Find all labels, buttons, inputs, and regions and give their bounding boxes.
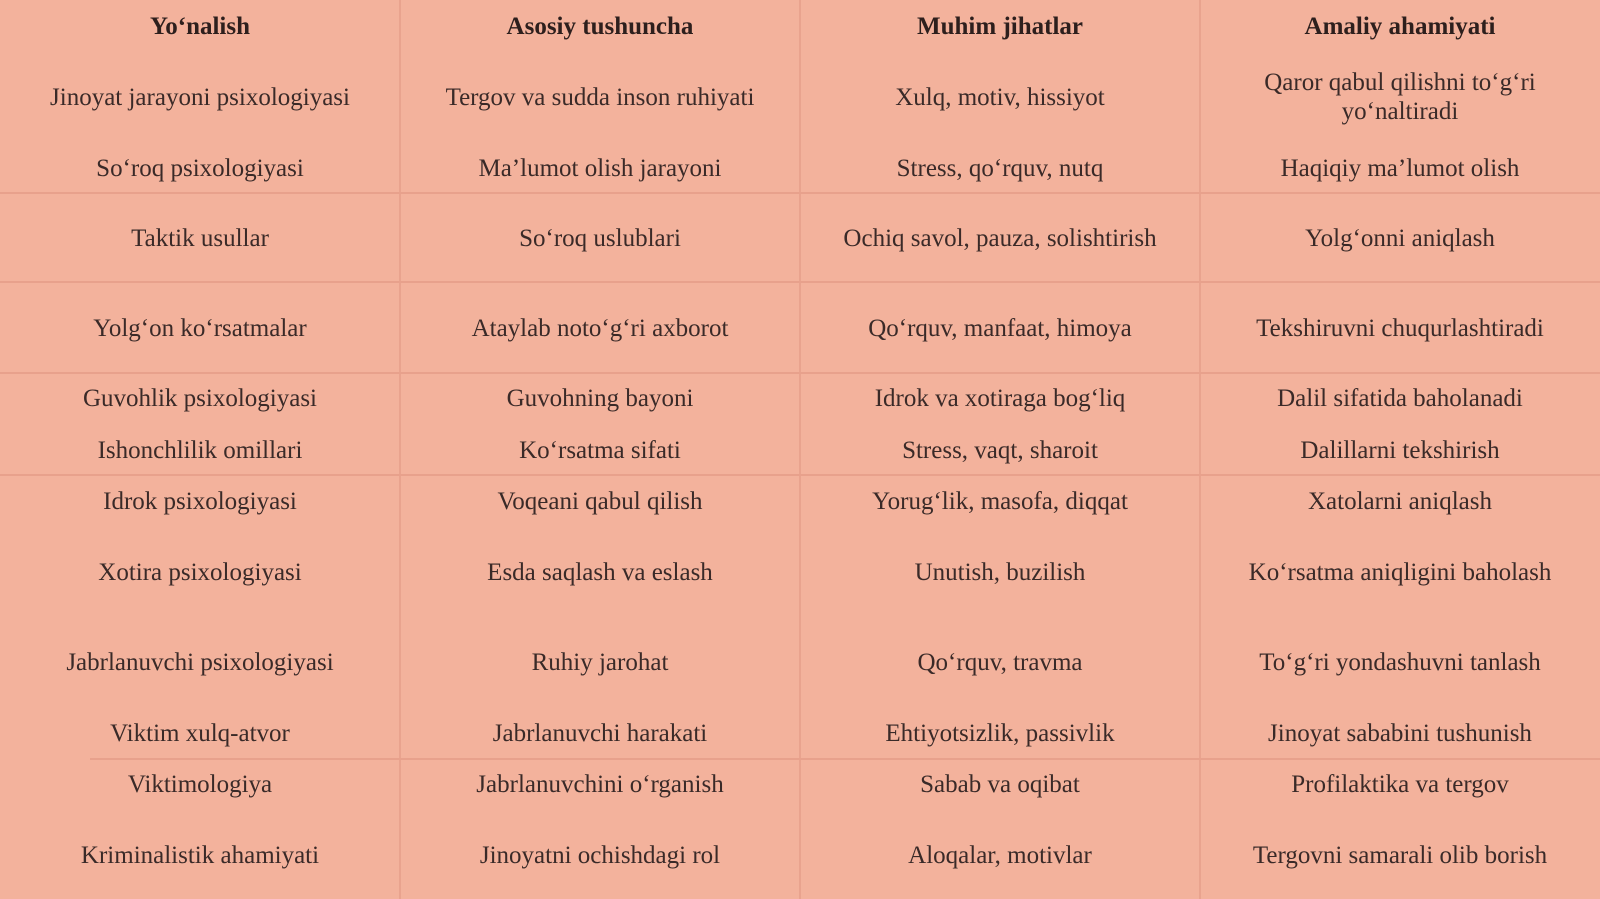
row-divider	[0, 192, 1600, 194]
table-cell: Aloqalar, motivlar	[908, 841, 1092, 869]
table-cell: Qo‘rquv, travma	[917, 648, 1083, 676]
table-cell: Guvohlik psixologiyasi	[82, 384, 318, 412]
table-cell: Ehtiyotsizlik, passivlik	[885, 719, 1115, 747]
table-cell: Idrok va xotiraga bog‘liq	[874, 384, 1126, 412]
table-cell: Kriminalistik ahamiyati	[80, 841, 320, 869]
table-cell: Xulq, motiv, hissiyot	[895, 83, 1105, 111]
table-cell: Esda saqlash va eslash	[487, 558, 713, 586]
table-cell: Jabrlanuvchini o‘rganish	[476, 770, 724, 798]
table-cell: Profilaktika va tergov	[1291, 770, 1509, 798]
table-cell: Yolg‘onni aniqlash	[1305, 224, 1495, 252]
table-cell: Viktim xulq-atvor	[110, 719, 290, 747]
table-cell: Ochiq savol, pauza, solishtirish	[843, 224, 1157, 252]
table-cell: Idrok psixologiyasi	[103, 487, 297, 515]
table-cell: Tekshiruvni chuqurlashtiradi	[1256, 314, 1544, 342]
table-cell: Stress, vaqt, sharoit	[902, 436, 1098, 464]
table-cell: Ruhiy jarohat	[531, 648, 669, 676]
table-cell: Ma’lumot olish jarayoni	[478, 154, 722, 182]
table-cell: Yorug‘lik, masofa, diqqat	[872, 487, 1128, 515]
table-cell: Jinoyatni ochishdagi rol	[479, 841, 721, 869]
row-divider	[0, 474, 1600, 476]
table-cell: Qo‘rquv, manfaat, himoya	[868, 314, 1132, 342]
table-cell: Jabrlanuvchi harakati	[492, 719, 708, 747]
table-cell: Ishonchlilik omillari	[97, 436, 303, 464]
table-cell: Ataylab noto‘g‘ri axborot	[471, 314, 729, 342]
column-header: Yo‘nalish	[149, 13, 251, 40]
table-cell: Viktimologiya	[127, 770, 273, 798]
column-header: Asosiy tushuncha	[506, 13, 694, 40]
table-cell: Stress, qo‘rquv, nutq	[896, 154, 1104, 182]
table-cell: Guvohning bayoni	[506, 384, 694, 412]
table-cell: Ko‘rsatma aniqligini baholash	[1248, 558, 1552, 586]
table-cell: Qaror qabul qilishni to‘g‘ri yo‘naltiradi	[1264, 69, 1536, 125]
table-cell: Tergovni samarali olib borish	[1252, 841, 1548, 869]
table-cell: Taktik usullar	[131, 224, 269, 252]
table-cell: To‘g‘ri yondashuvni tanlash	[1259, 648, 1541, 676]
table-cell: Dalillarni tekshirish	[1300, 436, 1500, 464]
row-divider	[90, 758, 1600, 760]
row-divider	[0, 372, 1600, 374]
table-cell: Xotira psixologiyasi	[98, 558, 302, 586]
column-header: Muhim jihatlar	[917, 13, 1083, 40]
table-cell: Unutish, buzilish	[914, 558, 1086, 586]
table-cell: So‘roq uslublari	[519, 224, 681, 252]
table-cell: Jinoyat sababini tushunish	[1268, 719, 1532, 747]
table-cell: So‘roq psixologiyasi	[96, 154, 304, 182]
table-cell: Sabab va oqibat	[920, 770, 1080, 798]
table-cell: Haqiqiy ma’lumot olish	[1280, 154, 1520, 182]
table-cell: Ko‘rsatma sifati	[519, 436, 681, 464]
table-cell: Jinoyat jarayoni psixologiyasi	[50, 83, 350, 111]
table-cell: Tergov va sudda inson ruhiyati	[445, 83, 755, 111]
table-cell: Voqeani qabul qilish	[497, 487, 703, 515]
table-cell: Jabrlanuvchi psixologiyasi	[66, 648, 334, 676]
table-cell: Yolg‘on ko‘rsatmalar	[93, 314, 307, 342]
column-header: Amaliy ahamiyati	[1304, 13, 1496, 40]
table-cell: Xatolarni aniqlash	[1308, 487, 1492, 515]
row-divider	[0, 281, 1600, 283]
table-cell: Dalil sifatida baholanadi	[1277, 384, 1523, 412]
